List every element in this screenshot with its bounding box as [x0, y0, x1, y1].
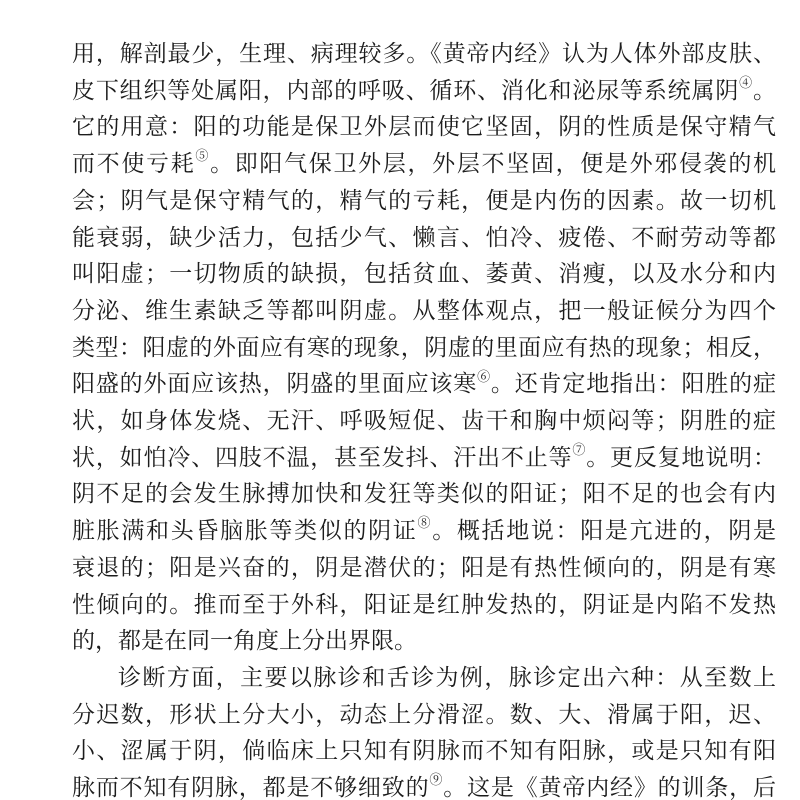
text-line: 类型：阳虚的外面应有寒的现象，阴虚的里面应有热的现象；相反，: [72, 334, 776, 360]
text-block: [72, 36, 776, 800]
text-line: 皮下组织等处属阳，内部的呼吸、循环、消化和泌尿等系统属阴④。: [72, 75, 776, 103]
text-line: 用，解剖最少，生理、病理较多。《黄帝内经》认为人体外部皮肤、: [72, 41, 776, 66]
text-line: 诊断方面，主要以脉诊和舌诊为例，脉诊定出六种：从至数上: [118, 664, 776, 690]
text-line: 而不使亏耗⑤。即阳气保卫外层，外层不坚固，便是外邪侵袭的机: [72, 148, 776, 177]
text-line: 叫阳虚；一切物质的缺损，包括贫血、萎黄、消瘦，以及水分和内: [72, 261, 776, 287]
footnote-ref: ⑤: [195, 148, 211, 164]
text-line: 状，如身体发烧、无汗、呼吸短促、齿干和胸中烦闷等；阴胜的症: [72, 408, 776, 434]
footnote-ref: ④: [739, 75, 753, 91]
footnote-ref: ⑦: [572, 442, 587, 458]
text-line: 状，如怕冷、四肢不温，甚至发抖、汗出不止等⑦。更反复地说明：: [72, 442, 776, 470]
footnote-ref: ⑧: [417, 515, 433, 531]
footnote-ref: ⑥: [477, 368, 491, 384]
text-line: 分泌、维生素缺乏等都叫阴虚。从整体观点，把一般证候分为四个: [72, 297, 776, 323]
text-line: 衰退的；阳是兴奋的，阴是潜伏的；阳是有热性倾向的，阴是有寒: [72, 554, 776, 580]
text-line: 能衰弱，缺少活力，包括少气、懒言、怕冷、疲倦、不耐劳动等都: [72, 224, 776, 250]
text-line: 阴不足的会发生脉搏加快和发狂等类似的阳证；阳不足的也会有内: [72, 481, 776, 507]
text-line: 脉而不知有阴脉，都是不够细致的⑨。这是《黄帝内经》的训条，后: [72, 772, 776, 800]
text-line: 性倾向的。推而至于外科，阳证是红肿发热的，阴证是内陷不发热: [72, 591, 776, 617]
text-line: 脏胀满和头昏脑胀等类似的阴证⑧。概括地说：阳是亢进的，阴是: [72, 515, 777, 544]
text-line: 分迟数，形状上分大小，动态上分滑涩。数、大、滑属于阳，迟、: [72, 701, 776, 727]
text-line: 阳盛的外面应该热，阴盛的里面应该寒⑥。还肯定地指出：阳胜的症: [72, 368, 776, 397]
footnote-ref: ⑨: [429, 772, 444, 788]
text-line: 小、涩属于阴，倘临床上只知有阴脉而不知有阳脉，或是只知有阳: [72, 738, 776, 764]
text-line: 会；阴气是保守精气的，精气的亏耗，便是内伤的因素。故一切机: [72, 187, 776, 213]
text-line: 的，都是在同一角度上分出界限。: [72, 628, 417, 654]
text-line: 它的用意：阳的功能是保卫外层而使它坚固，阴的性质是保守精气: [72, 114, 776, 140]
